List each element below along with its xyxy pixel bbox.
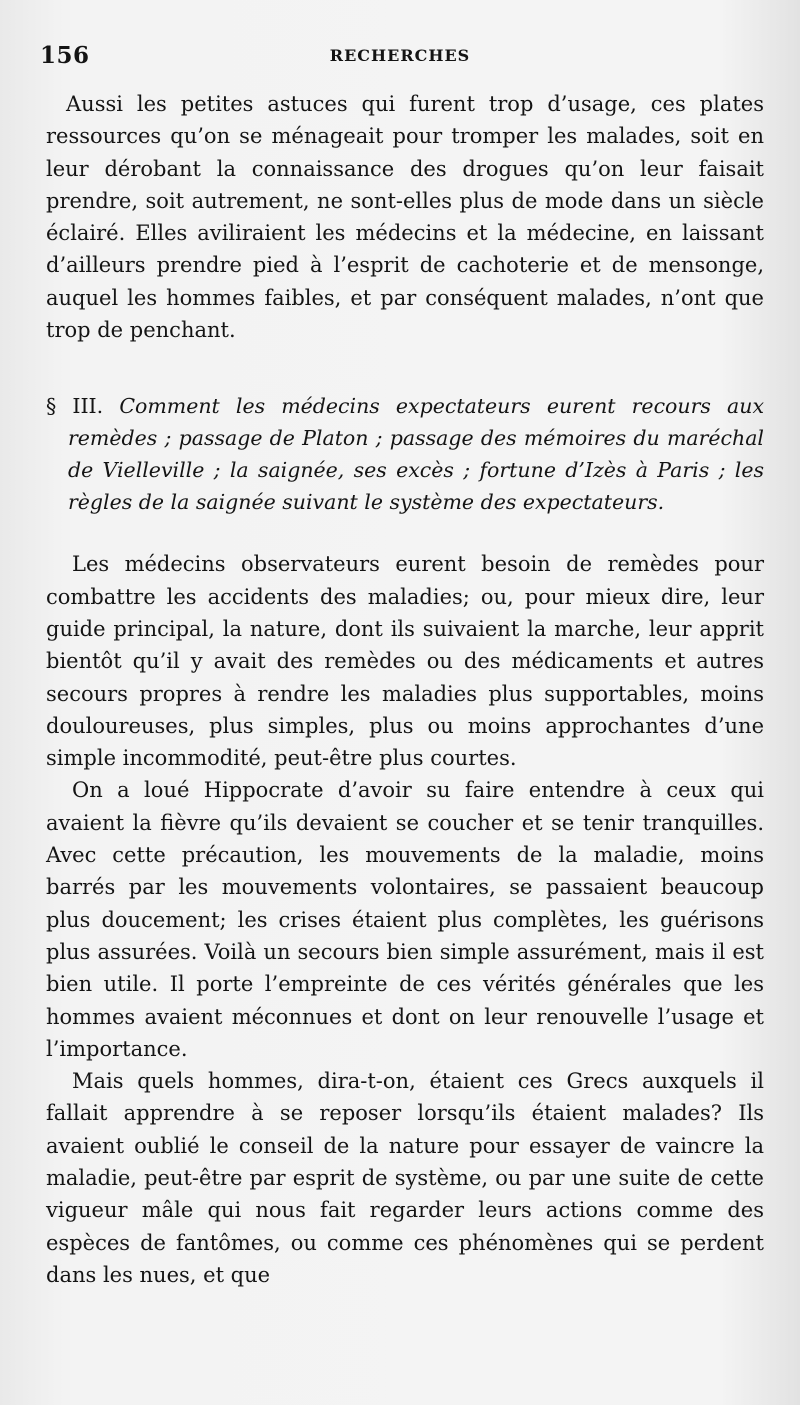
paragraph-1: Aussi les petites astuces qui furent trop d’usage, ces plates ressources qu’on se ménageait pour tromper les malades, soit en leur dérobant la connaissance des drogues qu’on leur faisait prendre, soit autrement, ne sont-elles plus de mode dans un siècle éclairé. Elles aviliraient les médecins et la médecine, en laissant d’ailleurs prendre pied à l’esprit de cachoterie et de mensonge, auquel les hommes faibles, et par conséquent malades, n’ont que trop de penchant. [46, 92, 764, 343]
paragraph-3: On a loué Hippocrate d’avoir su faire entendre à ceux qui avaient la fièvre qu’ils devaient se coucher et se tenir tranquilles. Avec cette précaution, les mouvements de la maladie, moins barrés par les mouvements volontaires, se passaient beaucoup plus doucement; les crises étaient plus complètes, les guérisons plus assurées. Voilà un secours bien simple assurément, mais il est bien utile. Il porte l’empreinte de ces vérités générales que les hommes avaient méconnues et dont on leur renouvelle l’usage et l’importance. [46, 778, 764, 1061]
section-number: § III. [46, 394, 104, 419]
page-body [46, 88, 764, 1291]
section-heading [46, 390, 764, 518]
paragraph-2: Les médecins observateurs eurent besoin de remèdes pour combattre les accidents des maladies; ou, pour mieux dire, leur guide principal, la nature, dont ils suivaient la marche, leur apprit bientôt qu’il y avait des remèdes ou des médicaments et autres secours propres à rendre les maladies plus supportables, moins douloureuses, plus simples, plus ou moins approchantes d’une simple incommodité, peut-être plus courtes. [46, 552, 764, 771]
running-head: RECHERCHES [329, 46, 471, 65]
section-title: Comment les médecins expectateurs eurent recours aux remèdes ; passage de Platon ; passage des mémoires du maréchal de Vielleville ; la saignée, ses excès ; fortune d’Izès à Paris ; les règles de la saignée suivant le système des expectateurs. [68, 394, 765, 515]
section-gap [46, 518, 764, 548]
page-header [40, 42, 760, 72]
paragraph-4: Mais quels hommes, dira-t-on, étaient ces Grecs auxquels il fallait apprendre à se reposer lorsqu’ils étaient malades? Ils avaient oublié le conseil de la nature pour essayer de vaincre la maladie, peut-être par esprit de système, ou par une suite de cette vigueur mâle qui nous fait regarder leurs actions comme des espèces de fantômes, ou comme ces phénomènes qui se perdent dans les nues, et que [46, 1069, 764, 1287]
page-number: 156 [40, 42, 90, 69]
